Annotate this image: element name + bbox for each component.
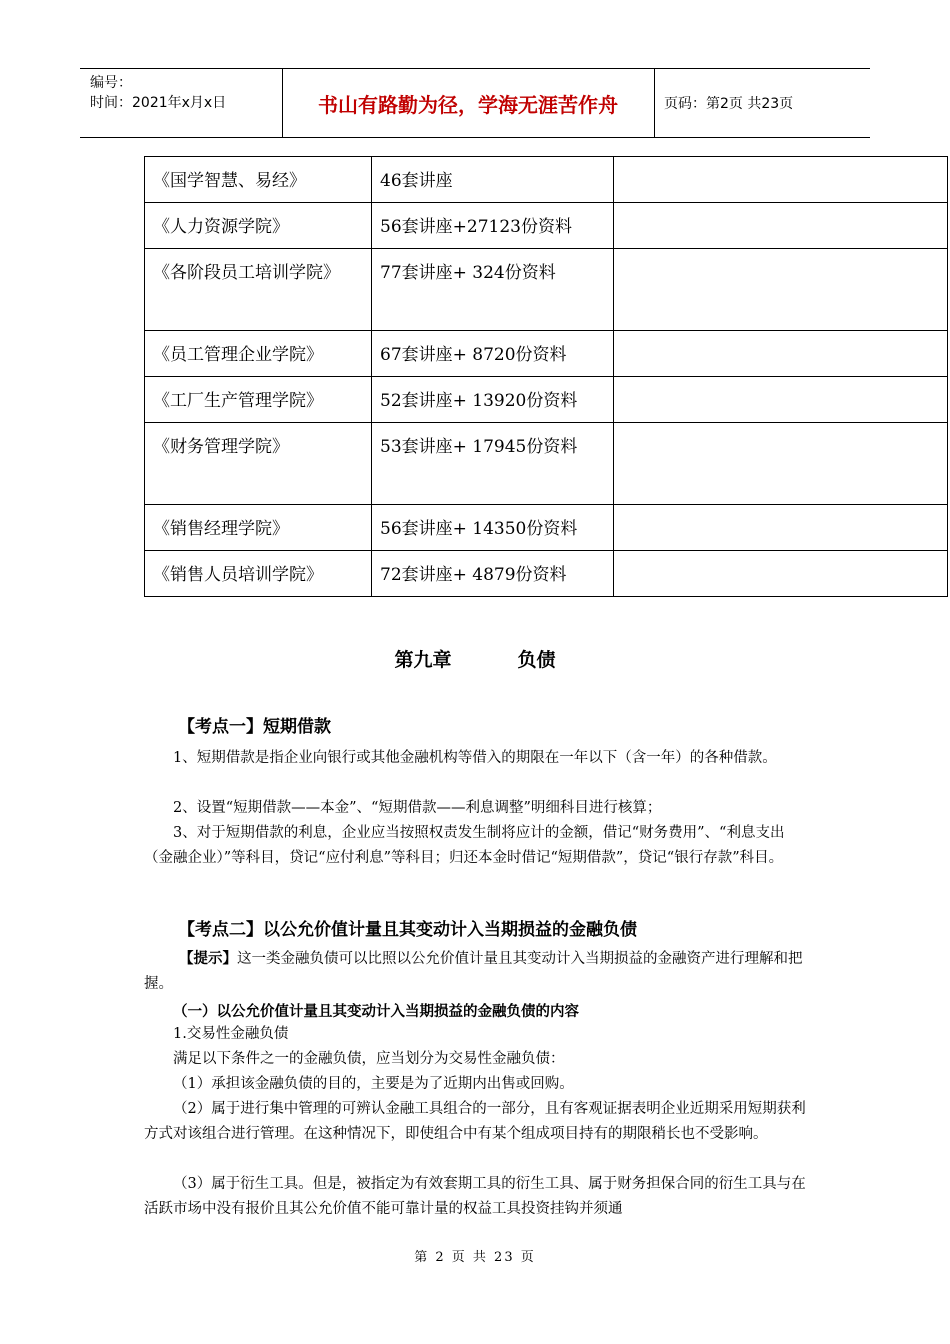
course-note <box>614 551 948 597</box>
condition-3: （3）属于衍生工具。但是，被指定为有效套期工具的衍生工具、属于财务担保合同的衍生工具与在活跃市场中没有报价且其公允价值不能可靠计量的权益工具投资挂钩并须通 <box>144 1176 806 1217</box>
course-note <box>614 423 948 505</box>
course-content: 46套讲座 <box>372 157 614 203</box>
course-name: 《销售人员培训学院》 <box>145 551 372 597</box>
number-label: 编号： <box>90 75 132 91</box>
chapter-name: 负债 <box>517 649 556 671</box>
table-row <box>145 249 948 331</box>
tip-text: 这一类金融负债可以比照以公允价值计量且其变动计入当期损益的金融资产进行理解和把握。 <box>144 951 803 992</box>
course-name: 《工厂生产管理学院》 <box>145 377 372 423</box>
table-row <box>145 423 948 505</box>
course-table <box>144 156 948 597</box>
table-row <box>145 505 948 551</box>
tip-paragraph <box>144 947 809 997</box>
table-row <box>145 203 948 249</box>
course-note <box>614 505 948 551</box>
page-header <box>80 68 870 138</box>
table-row <box>145 331 948 377</box>
course-content: 77套讲座+ 324份资料 <box>372 249 614 331</box>
course-name: 《财务管理学院》 <box>145 423 372 505</box>
course-content: 56套讲座+ 14350份资料 <box>372 505 614 551</box>
condition-2: （2）属于进行集中管理的可辨认金融工具组合的一部分，且有客观证据表明企业近期采用短期获利方式对该组合进行管理。在这种情况下，即使组合中有某个组成项目持有的期限稍长也不受影响。 <box>144 1101 806 1142</box>
section1-paragraph-1: 1、短期借款是指企业向银行或其他金融机构等借入的期限在一年以下（含一年）的各种借款。 <box>173 750 777 766</box>
table-row <box>145 157 948 203</box>
conditions-intro: 满足以下条件之一的金融负债，应当划分为交易性金融负债： <box>173 1051 565 1067</box>
condition-1: （1）承担该金融负债的目的，主要是为了近期内出售或回购。 <box>173 1076 574 1092</box>
section2-heading: 【考点二】以公允价值计量且其变动计入当期损益的金融负债 <box>178 920 637 940</box>
time-label: 时间：2021年x月x日 <box>90 95 227 111</box>
page-footer: 第 2 页 共 23 页 <box>414 1250 536 1265</box>
header-divider <box>654 69 655 137</box>
section1-paragraph-3: 3、对于短期借款的利息，企业应当按照权责发生制将应计的金额，借记“财务费用”、“利息支出（金融企业）”等科目，贷记“应付利息”等科目；归还本金时借记“短期借款”，贷记“银行存款”科目。 <box>144 825 785 866</box>
course-name: 《员工管理企业学院》 <box>145 331 372 377</box>
item-heading: 1.交易性金融负债 <box>173 1026 289 1042</box>
course-name: 《人力资源学院》 <box>145 203 372 249</box>
chapter-title <box>0 645 950 672</box>
course-note <box>614 157 948 203</box>
course-content: 53套讲座+ 17945份资料 <box>372 423 614 505</box>
tip-label: 【提示】 <box>179 951 237 967</box>
header-meta <box>90 73 226 113</box>
header-page-info: 页码：第2页 共23页 <box>664 96 794 112</box>
course-note <box>614 249 948 331</box>
course-note <box>614 203 948 249</box>
course-content: 56套讲座+27123份资料 <box>372 203 614 249</box>
subsection-heading: （一）以公允价值计量且其变动计入当期损益的金融负债的内容 <box>173 1004 579 1020</box>
course-name: 《各阶段员工培训学院》 <box>145 249 372 331</box>
table-row <box>145 377 948 423</box>
course-note <box>614 377 948 423</box>
course-name: 《销售经理学院》 <box>145 505 372 551</box>
course-content: 72套讲座+ 4879份资料 <box>372 551 614 597</box>
table-row <box>145 551 948 597</box>
course-content: 67套讲座+ 8720份资料 <box>372 331 614 377</box>
header-motto: 书山有路勤为径，学海无涯苦作舟 <box>318 92 618 117</box>
course-note <box>614 331 948 377</box>
section1-paragraph-2: 2、设置“短期借款——本金”、“短期借款——利息调整”明细科目进行核算； <box>173 800 662 816</box>
section1-heading: 【考点一】短期借款 <box>178 717 331 737</box>
course-name: 《国学智慧、易经》 <box>145 157 372 203</box>
chapter-number: 第九章 <box>394 649 452 671</box>
course-content: 52套讲座+ 13920份资料 <box>372 377 614 423</box>
